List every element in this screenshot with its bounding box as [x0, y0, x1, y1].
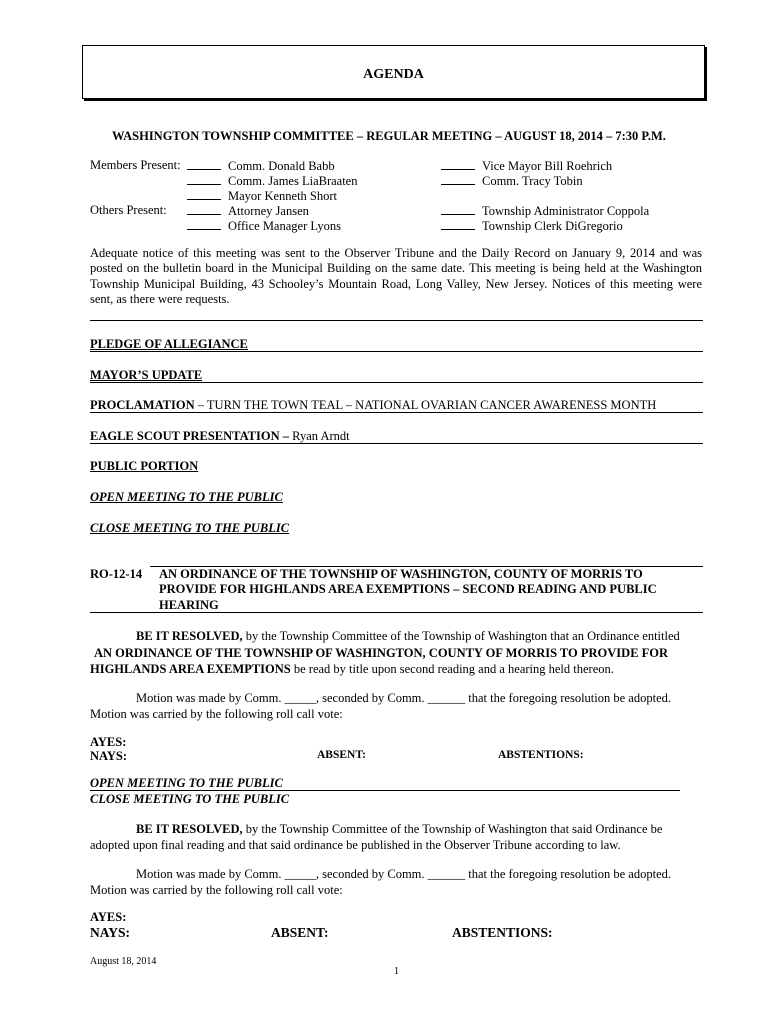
attendee-name: Mayor Kenneth Short [228, 189, 338, 203]
check-blank[interactable] [187, 218, 221, 230]
attendee-name: Comm. James LiaBraaten [228, 174, 358, 188]
notice-paragraph: Adequate notice of this meeting was sent to the Observer Tribune and the Daily Record on January 9, 2014 and was posted on the bulletin board in the Municipal Building on the same date. This meeting is being held at the Washington Township Municipal Building, 43 Schooley’s Mountain Road, Long Valley, New Jersey. Notices of this meeting were sent, as there were requests. [90, 246, 702, 307]
resolved-lead: BE IT RESOLVED, [136, 629, 243, 643]
motion-2-line1: Motion was made by Comm. _____, seconded by Comm. ______ that the foregoing resolution be adopted. [136, 867, 671, 881]
divider [90, 412, 703, 413]
check-blank[interactable] [187, 203, 221, 215]
proclamation-label: PROCLAMATION [90, 398, 195, 412]
attendee-name: Office Manager Lyons [228, 219, 341, 233]
check-blank[interactable] [187, 158, 221, 170]
check-blank[interactable] [187, 173, 221, 185]
close-meeting-heading: CLOSE MEETING TO THE PUBLIC [90, 521, 290, 535]
absent-label-2: ABSENT: [271, 925, 329, 940]
motion-1-line2: Motion was carried by the following roll call vote: [90, 707, 343, 721]
resolution-2-line2: adopted upon final reading and that said ordinance be published in the Observer Tribune according to law. [90, 838, 621, 852]
proclamation-item [90, 398, 656, 413]
open-meeting-heading: OPEN MEETING TO THE PUBLIC [90, 490, 283, 504]
abstentions-label-2: ABSTENTIONS: [452, 925, 553, 940]
ordinance-title [159, 567, 657, 613]
motion-1-line1: Motion was made by Comm. _____, seconded by Comm. ______ that the foregoing resolution be adopted. [136, 691, 671, 705]
abstentions-label: ABSTENTIONS: [498, 749, 584, 761]
attendance-left-column [187, 158, 357, 233]
resolution-1-line3 [90, 662, 614, 677]
ordinance-title-line: PROVIDE FOR HIGHLANDS AREA EXEMPTIONS – SECOND READING AND PUBLIC [159, 582, 657, 597]
resolved-lead: BE IT RESOLVED, [136, 822, 243, 836]
resolution-2-line1 [136, 822, 662, 837]
agenda-title: AGENDA [363, 67, 424, 82]
eagle-scout-item [90, 429, 350, 444]
public-portion-heading: PUBLIC PORTION [90, 459, 199, 473]
ordinance-title-line: HEARING [159, 597, 219, 612]
attendee-name: Township Administrator Coppola [482, 204, 650, 218]
eagle-scout-label: EAGLE SCOUT PRESENTATION – [90, 429, 290, 443]
page-number: 1 [394, 966, 399, 977]
attendee-name: Comm. Tracy Tobin [482, 174, 583, 188]
motion-2-line2: Motion was carried by the following roll call vote: [90, 883, 343, 897]
nays-label-2: NAYS: [90, 925, 131, 940]
attendee-name: Attorney Jansen [228, 204, 309, 218]
absent-label: ABSENT: [317, 749, 366, 761]
check-blank[interactable] [187, 188, 221, 200]
ordinance-title-line: AN ORDINANCE OF THE TOWNSHIP OF WASHINGTON, COUNTY OF MORRIS TO [159, 567, 643, 581]
members-present-label: Members Present: [90, 158, 181, 172]
proclamation-text: – TURN THE TOWN TEAL – NATIONAL OVARIAN CANCER AWARENESS MONTH [194, 398, 657, 412]
pledge-heading: PLEDGE OF ALLEGIANCE [90, 337, 248, 351]
resolved-text: by the Township Committee of the Township of Washington that said Ordinance be [242, 822, 663, 836]
eagle-scout-name: Ryan Arndt [289, 429, 350, 443]
divider [90, 443, 703, 444]
divider [90, 382, 703, 383]
resolved-bold: HIGHLANDS AREA EXEMPTIONS [90, 662, 291, 676]
divider [90, 612, 703, 613]
resolution-1-line1 [136, 629, 680, 644]
close-meeting-heading-2: CLOSE MEETING TO THE PUBLIC [90, 792, 290, 806]
footer-date: August 18, 2014 [90, 956, 157, 967]
check-blank[interactable] [441, 218, 475, 230]
resolved-text: by the Township Committee of the Township of Washington that an Ordinance entitled [242, 629, 680, 643]
attendee-name: Vice Mayor Bill Roehrich [482, 159, 613, 173]
check-blank[interactable] [441, 158, 475, 170]
agenda-header-box [82, 45, 705, 99]
ayes-label-2: AYES: [90, 910, 127, 924]
attendance-right-column [441, 158, 649, 233]
divider [90, 351, 703, 352]
attendee-name: Comm. Donald Babb [228, 159, 335, 173]
open-meeting-heading-2: OPEN MEETING TO THE PUBLIC [90, 776, 283, 790]
others-present-label: Others Present: [90, 203, 167, 217]
resolution-1-line2: AN ORDINANCE OF THE TOWNSHIP OF WASHINGTON, COUNTY OF MORRIS TO PROVIDE FOR [94, 646, 669, 660]
divider [90, 320, 703, 321]
check-blank[interactable] [441, 173, 475, 185]
check-blank[interactable] [441, 203, 475, 215]
divider [90, 790, 680, 791]
nays-label: NAYS: [90, 749, 128, 763]
resolved-text: be read by title upon second reading and a hearing held thereon. [290, 662, 614, 676]
attendee-name: Township Clerk DiGregorio [482, 219, 623, 233]
ordinance-number: RO-12-14 [90, 567, 143, 581]
ayes-label: AYES: [90, 735, 127, 749]
mayor-update-heading: MAYOR’S UPDATE [90, 368, 203, 382]
meeting-title: WASHINGTON TOWNSHIP COMMITTEE – REGULAR MEETING – AUGUST 18, 2014 – 7:30 P.M. [112, 129, 666, 143]
